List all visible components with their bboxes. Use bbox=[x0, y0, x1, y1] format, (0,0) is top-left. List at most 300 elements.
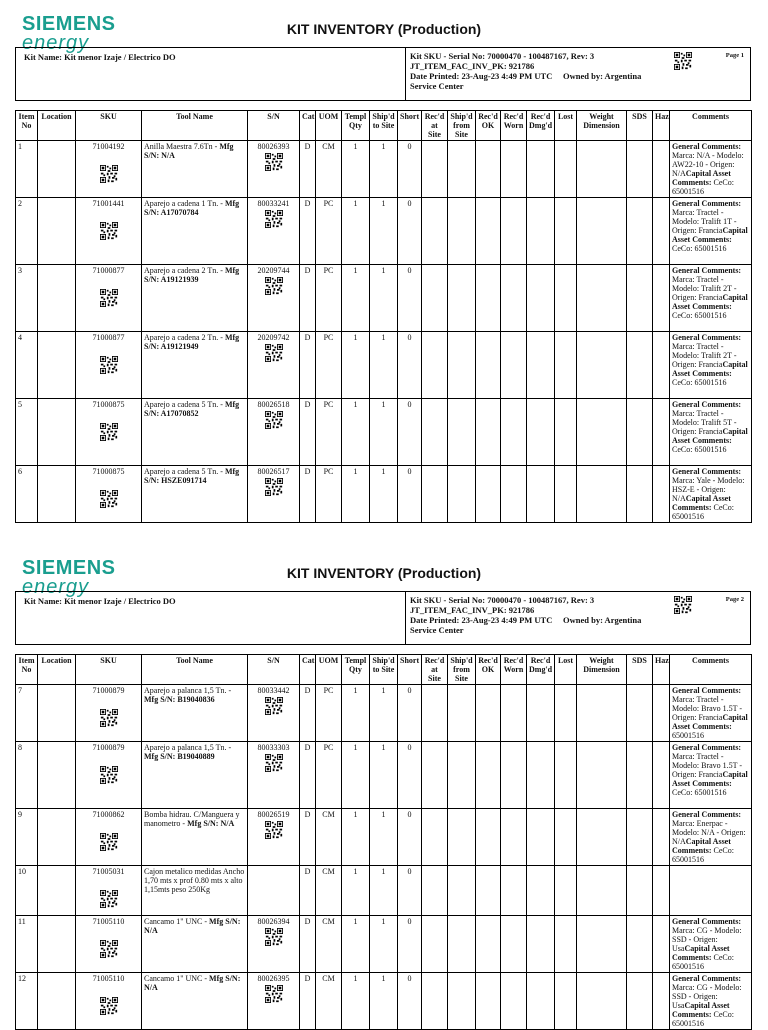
column-header: Cat bbox=[300, 111, 316, 141]
sku-value: 71000875 bbox=[92, 467, 125, 476]
mfg-serial: Mfg S/N: B19040889 bbox=[144, 752, 215, 761]
table-row bbox=[16, 866, 752, 916]
item-no: 2 bbox=[16, 198, 38, 265]
sn-value: 80033442 bbox=[257, 686, 290, 695]
sn-qr-code-icon bbox=[265, 928, 283, 946]
table-row bbox=[16, 742, 752, 809]
comments-cell bbox=[670, 809, 752, 866]
mfg-serial: Mfg S/N: A19121949 bbox=[144, 333, 240, 351]
sn-value: 80026395 bbox=[257, 974, 290, 983]
lost-cell bbox=[555, 685, 577, 742]
recd-dmgd-cell bbox=[527, 332, 555, 399]
sn-cell bbox=[248, 466, 300, 523]
short-cell: 0 bbox=[398, 141, 422, 198]
ceco-value: CeCo: 65001516 bbox=[672, 244, 727, 253]
column-header: Location bbox=[38, 111, 76, 141]
sn-qr-code-icon bbox=[265, 153, 283, 171]
mfg-serial: Mfg S/N: A19121939 bbox=[144, 266, 240, 284]
capital-asset-label: Capital Asset Comments: bbox=[672, 1001, 730, 1019]
recd-dmgd-cell bbox=[527, 198, 555, 265]
sku-value: 71000877 bbox=[92, 333, 125, 342]
recd-at-site-cell bbox=[422, 141, 448, 198]
sn-qr-code-icon bbox=[265, 344, 283, 362]
column-header: Rec'd OK bbox=[476, 111, 501, 141]
weight-dimension-cell bbox=[577, 866, 627, 916]
haz-cell bbox=[653, 198, 670, 265]
header-qr-code-icon bbox=[674, 52, 692, 70]
sn-cell bbox=[248, 866, 300, 916]
sku-qr-code-icon bbox=[100, 766, 118, 784]
tool-name-cell bbox=[142, 916, 248, 973]
sku-qr-code-icon bbox=[100, 423, 118, 441]
weight-dimension-cell bbox=[577, 265, 627, 332]
lost-cell bbox=[555, 466, 577, 523]
mfg-serial: Mfg S/N: HSZE091714 bbox=[144, 467, 240, 485]
column-header: Haz bbox=[653, 111, 670, 141]
item-no: 9 bbox=[16, 809, 38, 866]
column-header: Short bbox=[398, 655, 422, 685]
haz-cell bbox=[653, 265, 670, 332]
recd-worn-cell bbox=[501, 141, 527, 198]
sn-value: 80026393 bbox=[257, 142, 290, 151]
haz-cell bbox=[653, 466, 670, 523]
lost-cell bbox=[555, 809, 577, 866]
recd-worn-cell bbox=[501, 742, 527, 809]
recd-at-site-cell bbox=[422, 809, 448, 866]
recd-ok-cell bbox=[476, 332, 501, 399]
shipped-to-site-cell: 1 bbox=[370, 399, 398, 466]
tool-name: Bomba hidrau. C/Manguera y manometro - bbox=[144, 810, 240, 828]
recd-dmgd-cell bbox=[527, 685, 555, 742]
ceco-value: CeCo: 65001516 bbox=[672, 1010, 734, 1028]
item-no: 6 bbox=[16, 466, 38, 523]
capital-asset-label: Capital Asset Comments: bbox=[672, 770, 748, 788]
sku-value: 71000875 bbox=[92, 400, 125, 409]
cat-cell: D bbox=[300, 198, 316, 265]
sku-value: 71001441 bbox=[92, 199, 125, 208]
ceco-value: 65001516 bbox=[672, 731, 704, 740]
short-cell: 0 bbox=[398, 916, 422, 973]
lost-cell bbox=[555, 198, 577, 265]
sn-value: 80026517 bbox=[257, 467, 290, 476]
column-header: Rec'd at Site bbox=[422, 655, 448, 685]
tool-name-cell bbox=[142, 685, 248, 742]
sku-cell bbox=[76, 973, 142, 1030]
column-header: Rec'd Dmg'd bbox=[527, 655, 555, 685]
uom-cell: PC bbox=[316, 198, 342, 265]
sn-cell bbox=[248, 916, 300, 973]
column-header: Item No bbox=[16, 111, 38, 141]
shipped-to-site-cell: 1 bbox=[370, 198, 398, 265]
recd-at-site-cell bbox=[422, 466, 448, 523]
inventory-table bbox=[15, 654, 752, 1030]
templ-qty-cell: 1 bbox=[342, 685, 370, 742]
comments-cell bbox=[670, 685, 752, 742]
short-cell: 0 bbox=[398, 198, 422, 265]
mfg-serial: Mfg S/N: N/A bbox=[144, 974, 241, 992]
kit-header bbox=[15, 591, 751, 645]
templ-qty-cell: 1 bbox=[342, 916, 370, 973]
sn-value: 80033241 bbox=[257, 199, 290, 208]
capital-asset-label: Capital Asset Comments: bbox=[672, 837, 731, 855]
haz-cell bbox=[653, 742, 670, 809]
general-comments-label: General Comments: bbox=[672, 199, 742, 208]
shipped-from-site-cell bbox=[448, 198, 476, 265]
kit-name: Kit Name: Kit menor Izaje / Electrico DO bbox=[16, 592, 406, 644]
table-row bbox=[16, 399, 752, 466]
sku-value: 71005110 bbox=[92, 974, 125, 983]
recd-dmgd-cell bbox=[527, 916, 555, 973]
tool-name: Aparejo a cadena 2 Tn. - bbox=[144, 266, 225, 275]
sku-cell bbox=[76, 916, 142, 973]
sku-cell bbox=[76, 685, 142, 742]
recd-worn-cell bbox=[501, 466, 527, 523]
shipped-to-site-cell: 1 bbox=[370, 466, 398, 523]
templ-qty-cell: 1 bbox=[342, 265, 370, 332]
sn-value: 80026519 bbox=[257, 810, 290, 819]
column-header: Rec'd OK bbox=[476, 655, 501, 685]
column-header: Haz bbox=[653, 655, 670, 685]
haz-cell bbox=[653, 973, 670, 1030]
short-cell: 0 bbox=[398, 742, 422, 809]
haz-cell bbox=[653, 685, 670, 742]
sn-qr-code-icon bbox=[265, 754, 283, 772]
tool-name-cell bbox=[142, 809, 248, 866]
uom-cell: PC bbox=[316, 332, 342, 399]
tool-name: Cajon metalico medidas Ancho 1,70 mts x prof 0.80 mts x alto 1,15mts peso 250Kg bbox=[144, 867, 245, 894]
inventory-table bbox=[15, 110, 752, 523]
cat-cell: D bbox=[300, 399, 316, 466]
sku-qr-code-icon bbox=[100, 490, 118, 508]
shipped-from-site-cell bbox=[448, 742, 476, 809]
recd-at-site-cell bbox=[422, 265, 448, 332]
page-title: KIT INVENTORY (Production) bbox=[286, 565, 482, 581]
weight-dimension-cell bbox=[577, 332, 627, 399]
sku-qr-code-icon bbox=[100, 356, 118, 374]
sku-cell bbox=[76, 265, 142, 332]
tool-name-cell bbox=[142, 141, 248, 198]
weight-dimension-cell bbox=[577, 198, 627, 265]
uom-cell: PC bbox=[316, 466, 342, 523]
sn-qr-code-icon bbox=[265, 478, 283, 496]
sn-value: 80026518 bbox=[257, 400, 290, 409]
sds-cell bbox=[627, 198, 653, 265]
sn-cell bbox=[248, 399, 300, 466]
sds-cell bbox=[627, 685, 653, 742]
tool-name: Cancamo 1" UNC - bbox=[144, 917, 210, 926]
recd-ok-cell bbox=[476, 973, 501, 1030]
shipped-to-site-cell: 1 bbox=[370, 809, 398, 866]
column-header: Lost bbox=[555, 111, 577, 141]
table-header-row bbox=[16, 655, 752, 685]
kit-name: Kit Name: Kit menor Izaje / Electrico DO bbox=[16, 48, 406, 100]
location-cell bbox=[38, 265, 76, 332]
lost-cell bbox=[555, 141, 577, 198]
templ-qty-cell: 1 bbox=[342, 141, 370, 198]
templ-qty-cell: 1 bbox=[342, 809, 370, 866]
table-row bbox=[16, 809, 752, 866]
uom-cell: PC bbox=[316, 742, 342, 809]
haz-cell bbox=[653, 916, 670, 973]
tool-name-cell bbox=[142, 466, 248, 523]
column-header: Cat bbox=[300, 655, 316, 685]
item-no: 10 bbox=[16, 866, 38, 916]
general-comments-label: General Comments: bbox=[672, 333, 742, 342]
general-comments-label: General Comments: bbox=[672, 686, 742, 695]
comment-text: Marca: Tractel - Modelo: Tralift 2T - Origen: Francia bbox=[672, 275, 737, 302]
weight-dimension-cell bbox=[577, 399, 627, 466]
location-cell bbox=[38, 809, 76, 866]
tool-name: Aparejo a palanca 1,5 Tn. - bbox=[144, 686, 232, 695]
comment-text: Marca: CG - Modelo: SSD - Origen: Usa bbox=[672, 926, 742, 953]
ceco-value: CeCo: 65001516 bbox=[672, 311, 727, 320]
comment-text: Marca: Tractel - Modelo: Tralift 5T - Origen: Francia bbox=[672, 409, 737, 436]
recd-at-site-cell bbox=[422, 866, 448, 916]
sn-cell bbox=[248, 332, 300, 399]
short-cell: 0 bbox=[398, 466, 422, 523]
recd-ok-cell bbox=[476, 916, 501, 973]
sku-cell bbox=[76, 466, 142, 523]
table-row bbox=[16, 198, 752, 265]
weight-dimension-cell bbox=[577, 916, 627, 973]
recd-at-site-cell bbox=[422, 685, 448, 742]
tool-name: Aparejo a cadena 1 Tn. - bbox=[144, 199, 225, 208]
item-no: 1 bbox=[16, 141, 38, 198]
shipped-from-site-cell bbox=[448, 466, 476, 523]
column-header: SKU bbox=[76, 655, 142, 685]
column-header: SKU bbox=[76, 111, 142, 141]
comment-text: Marca: N/A - Modelo: AW22-10 - Origen: N/A bbox=[672, 151, 744, 178]
sku-value: 71000862 bbox=[92, 810, 125, 819]
templ-qty-cell: 1 bbox=[342, 332, 370, 399]
ceco-value: CeCo: 65001516 bbox=[672, 846, 734, 864]
cat-cell: D bbox=[300, 742, 316, 809]
tool-name: Aparejo a cadena 2 Tn. - bbox=[144, 333, 225, 342]
recd-ok-cell bbox=[476, 265, 501, 332]
uom-cell: CM bbox=[316, 809, 342, 866]
sn-qr-code-icon bbox=[265, 411, 283, 429]
tool-name: Aparejo a cadena 5 Tn. - bbox=[144, 467, 225, 476]
recd-at-site-cell bbox=[422, 916, 448, 973]
recd-worn-cell bbox=[501, 332, 527, 399]
templ-qty-cell: 1 bbox=[342, 866, 370, 916]
uom-cell: CM bbox=[316, 973, 342, 1030]
lost-cell bbox=[555, 332, 577, 399]
location-cell bbox=[38, 332, 76, 399]
sku-value: 71000879 bbox=[92, 743, 125, 752]
sds-cell bbox=[627, 866, 653, 916]
ceco-value: CeCo: 65001516 bbox=[672, 953, 734, 971]
recd-dmgd-cell bbox=[527, 973, 555, 1030]
tool-name: Aparejo a palanca 1,5 Tn. - bbox=[144, 743, 232, 752]
lost-cell bbox=[555, 916, 577, 973]
recd-worn-cell bbox=[501, 399, 527, 466]
uom-cell: PC bbox=[316, 399, 342, 466]
location-cell bbox=[38, 141, 76, 198]
recd-worn-cell bbox=[501, 973, 527, 1030]
tool-name-cell bbox=[142, 866, 248, 916]
cat-cell: D bbox=[300, 466, 316, 523]
lost-cell bbox=[555, 973, 577, 1030]
recd-worn-cell bbox=[501, 866, 527, 916]
recd-at-site-cell bbox=[422, 399, 448, 466]
capital-asset-label: Capital Asset Comments: bbox=[672, 360, 748, 378]
tool-name-cell bbox=[142, 265, 248, 332]
sku-cell bbox=[76, 866, 142, 916]
kit-details: Kit SKU - Serial No: 70000470 - 100487167, Rev: 3 JT_ITEM_FAC_INV_PK: 921786 Date Printed: 23-Aug-23 4:49 PM UTC Owned by: Argentina Service Center bbox=[410, 595, 642, 635]
comments-cell bbox=[670, 265, 752, 332]
recd-dmgd-cell bbox=[527, 866, 555, 916]
cat-cell: D bbox=[300, 916, 316, 973]
comment-text: Marca: Tractel - Modelo: Bravo 1.5T - Origen: Francia bbox=[672, 695, 743, 722]
sds-cell bbox=[627, 809, 653, 866]
sn-cell bbox=[248, 198, 300, 265]
weight-dimension-cell bbox=[577, 809, 627, 866]
tool-name-cell bbox=[142, 973, 248, 1030]
mfg-serial: Mfg S/N: N/A bbox=[144, 917, 241, 935]
sku-cell bbox=[76, 399, 142, 466]
recd-ok-cell bbox=[476, 742, 501, 809]
sn-cell bbox=[248, 742, 300, 809]
column-header: Weight Dimension bbox=[577, 111, 627, 141]
column-header: Tool Name bbox=[142, 111, 248, 141]
haz-cell bbox=[653, 332, 670, 399]
recd-at-site-cell bbox=[422, 198, 448, 265]
comments-cell bbox=[670, 399, 752, 466]
sn-qr-code-icon bbox=[265, 821, 283, 839]
column-header: Ship'd from Site bbox=[448, 655, 476, 685]
page-title: KIT INVENTORY (Production) bbox=[286, 21, 482, 37]
table-row bbox=[16, 466, 752, 523]
sds-cell bbox=[627, 141, 653, 198]
mfg-serial: Mfg S/N: B19040836 bbox=[144, 695, 215, 704]
table-row bbox=[16, 685, 752, 742]
column-header: SDS bbox=[627, 655, 653, 685]
sku-qr-code-icon bbox=[100, 289, 118, 307]
comments-cell bbox=[670, 332, 752, 399]
short-cell: 0 bbox=[398, 809, 422, 866]
comments-cell bbox=[670, 198, 752, 265]
comment-text: Marca: Tractel - Modelo: Bravo 1.5T - Origen: Francia bbox=[672, 752, 743, 779]
lost-cell bbox=[555, 265, 577, 332]
kit-details: Kit SKU - Serial No: 70000470 - 100487167, Rev: 3 JT_ITEM_FAC_INV_PK: 921786 Date Printed: 23-Aug-23 4:49 PM UTC Owned by: Argentina Service Center bbox=[410, 51, 642, 91]
column-header: Comments bbox=[670, 111, 752, 141]
column-header: Location bbox=[38, 655, 76, 685]
shipped-to-site-cell: 1 bbox=[370, 742, 398, 809]
sds-cell bbox=[627, 399, 653, 466]
table-row bbox=[16, 265, 752, 332]
sku-qr-code-icon bbox=[100, 709, 118, 727]
recd-dmgd-cell bbox=[527, 809, 555, 866]
sku-value: 71000879 bbox=[92, 686, 125, 695]
column-header: Short bbox=[398, 111, 422, 141]
sku-cell bbox=[76, 809, 142, 866]
table-header-row bbox=[16, 111, 752, 141]
recd-worn-cell bbox=[501, 198, 527, 265]
location-cell bbox=[38, 916, 76, 973]
templ-qty-cell: 1 bbox=[342, 742, 370, 809]
weight-dimension-cell bbox=[577, 466, 627, 523]
uom-cell: PC bbox=[316, 685, 342, 742]
templ-qty-cell: 1 bbox=[342, 466, 370, 523]
item-no: 5 bbox=[16, 399, 38, 466]
sku-cell bbox=[76, 332, 142, 399]
mfg-serial: Mfg S/N: A17070852 bbox=[144, 400, 240, 418]
page-number: Page 2 bbox=[725, 596, 744, 603]
ceco-value: CeCo: 65001516 bbox=[672, 378, 727, 387]
shipped-from-site-cell bbox=[448, 399, 476, 466]
sku-value: 71004192 bbox=[92, 142, 125, 151]
recd-at-site-cell bbox=[422, 332, 448, 399]
haz-cell bbox=[653, 809, 670, 866]
sku-qr-code-icon bbox=[100, 940, 118, 958]
weight-dimension-cell bbox=[577, 742, 627, 809]
haz-cell bbox=[653, 141, 670, 198]
recd-ok-cell bbox=[476, 399, 501, 466]
tool-name: Anilla Maestra 7.6Tn - bbox=[144, 142, 220, 151]
column-header: S/N bbox=[248, 111, 300, 141]
sn-cell bbox=[248, 141, 300, 198]
sn-qr-code-icon bbox=[265, 985, 283, 1003]
shipped-from-site-cell bbox=[448, 332, 476, 399]
shipped-from-site-cell bbox=[448, 866, 476, 916]
sn-value: 80033303 bbox=[257, 743, 290, 752]
shipped-from-site-cell bbox=[448, 973, 476, 1030]
recd-dmgd-cell bbox=[527, 742, 555, 809]
item-no: 11 bbox=[16, 916, 38, 973]
recd-dmgd-cell bbox=[527, 466, 555, 523]
comment-text: Marca: Tractel - Modelo: Tralift 1T - Origen: Francia bbox=[672, 208, 737, 235]
sku-cell bbox=[76, 141, 142, 198]
lost-cell bbox=[555, 866, 577, 916]
short-cell: 0 bbox=[398, 973, 422, 1030]
shipped-to-site-cell: 1 bbox=[370, 973, 398, 1030]
tool-name: Aparejo a cadena 5 Tn. - bbox=[144, 400, 225, 409]
shipped-to-site-cell: 1 bbox=[370, 265, 398, 332]
sku-qr-code-icon bbox=[100, 833, 118, 851]
general-comments-label: General Comments: bbox=[672, 917, 742, 926]
tool-name-cell bbox=[142, 742, 248, 809]
shipped-to-site-cell: 1 bbox=[370, 916, 398, 973]
shipped-from-site-cell bbox=[448, 916, 476, 973]
tool-name-cell bbox=[142, 332, 248, 399]
recd-worn-cell bbox=[501, 685, 527, 742]
column-header: Ship'd to Site bbox=[370, 655, 398, 685]
item-no: 4 bbox=[16, 332, 38, 399]
sku-cell bbox=[76, 198, 142, 265]
comments-cell bbox=[670, 916, 752, 973]
recd-worn-cell bbox=[501, 916, 527, 973]
sn-value: 80026394 bbox=[257, 917, 290, 926]
location-cell bbox=[38, 466, 76, 523]
sn-cell bbox=[248, 973, 300, 1030]
capital-asset-label: Capital Asset Comments: bbox=[672, 494, 731, 512]
ceco-value: CeCo: 65001516 bbox=[672, 788, 727, 797]
column-header: Rec'd Worn bbox=[501, 111, 527, 141]
siemens-energy-logo: SIEMENS energy bbox=[22, 557, 116, 598]
comment-text: Marca: Yale - Modelo: HSZ-E - Origen: N/A bbox=[672, 476, 745, 503]
general-comments-label: General Comments: bbox=[672, 974, 742, 983]
column-header: SDS bbox=[627, 111, 653, 141]
sku-value: 71005110 bbox=[92, 917, 125, 926]
sn-cell bbox=[248, 685, 300, 742]
weight-dimension-cell bbox=[577, 141, 627, 198]
cat-cell: D bbox=[300, 332, 316, 399]
sn-qr-code-icon bbox=[265, 210, 283, 228]
short-cell: 0 bbox=[398, 265, 422, 332]
column-header: Ship'd to Site bbox=[370, 111, 398, 141]
templ-qty-cell: 1 bbox=[342, 973, 370, 1030]
